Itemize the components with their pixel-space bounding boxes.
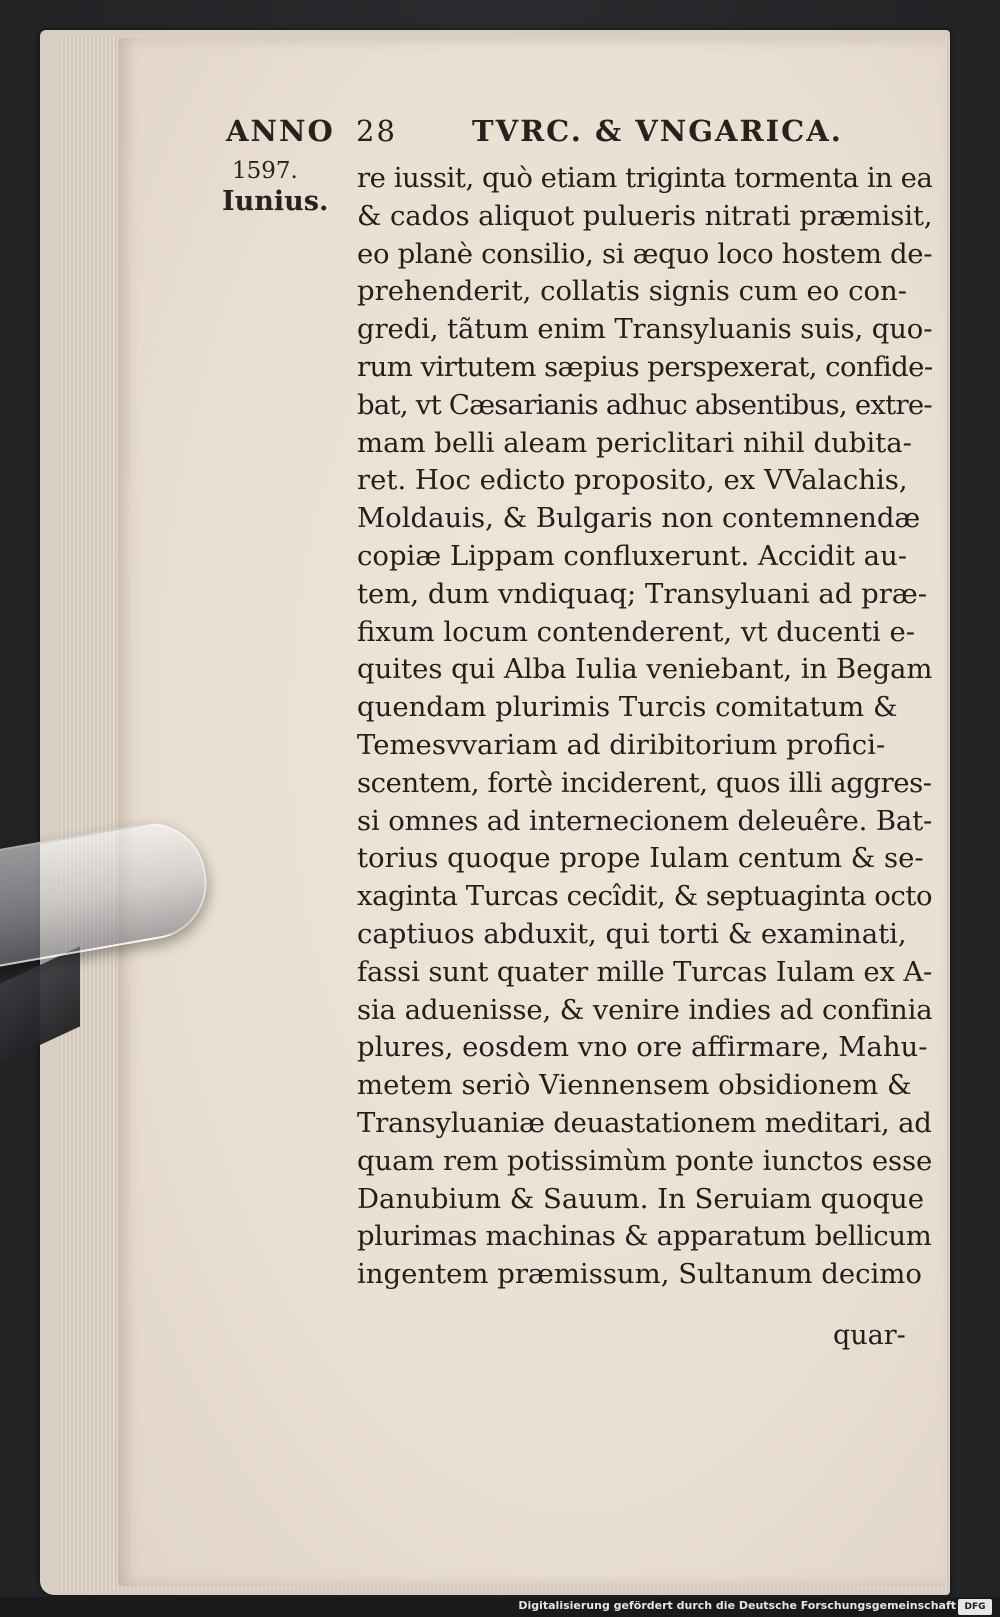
marginal-year: 1597. — [232, 158, 298, 184]
text-line: plurimas machinas & apparatum bellicum — [357, 1220, 932, 1253]
text-line: ingentem præmissum, Sultanum decimo — [357, 1258, 922, 1291]
text-line: gredi, tãtum enim Transyluanis suis, quo- — [357, 313, 933, 346]
marginal-month: Iunius. — [222, 186, 329, 217]
text-line: quites qui Alba Iulia veniebant, in Begam — [357, 653, 933, 686]
text-line: mam belli aleam periclitari nihil dubita- — [357, 426, 912, 459]
text-line: fassi sunt quater mille Turcas Iulam ex A- — [357, 955, 933, 988]
body-text — [357, 160, 932, 1294]
text-line: rum virtutem sæpius perspexerat, confide- — [357, 350, 933, 383]
text-line: sia aduenisse, & venire indies ad confinia — [357, 993, 933, 1026]
text-line: Temesvvariam ad diribitorium profici- — [357, 728, 886, 761]
text-line: eo planè consilio, si æquo loco hostem de- — [357, 237, 933, 270]
text-line: Moldauis, & Bulgaris non contemnendæ — [357, 502, 921, 535]
running-head-title: TVRC. & VNGARICA. — [472, 114, 843, 148]
text-line: re iussit, quò etiam triginta tormenta in ea — [357, 162, 933, 194]
text-line: si omnes ad internecionem deleuêre. Bat- — [357, 804, 933, 837]
text-line: tem, dum vndiquaq; Transyluani ad præ- — [357, 577, 928, 610]
running-head-anno: ANNO — [226, 114, 335, 148]
text-line: Danubium & Sauum. In Seruiam quoque — [357, 1182, 924, 1215]
text-line: quam rem potissimùm ponte iunctos esse — [357, 1144, 933, 1177]
text-line: plures, eosdem vno ore affirmare, Mahu- — [357, 1031, 928, 1064]
text-line: quendam plurimis Turcis comitatum & — [357, 691, 898, 724]
text-line: torius quoque prope Iulam centum & se- — [357, 842, 924, 875]
page-number: 28 — [356, 114, 397, 148]
text-line: prehenderit, collatis signis cum eo con- — [357, 275, 908, 308]
text-line: xaginta Turcas cecîdit, & septuaginta octo — [357, 880, 933, 913]
text-line: copiæ Lippam confluxerunt. Accidit au- — [357, 539, 908, 572]
text-line: scentem, fortè inciderent, quos illi aggres- — [357, 766, 932, 799]
text-line: fixum locum contenderent, vt ducenti e- — [357, 615, 916, 648]
dfg-logo: DFG — [958, 1599, 992, 1615]
text-line: metem seriò Viennensem obsidionem & — [357, 1069, 912, 1102]
text-line: Transyluaniæ deuastationem meditari, ad — [357, 1106, 932, 1139]
catchword: quar- — [833, 1320, 906, 1351]
text-line: captiuos abduxit, qui torti & examinati, — [357, 917, 907, 950]
text-line: bat, vt Cæsarianis adhuc absentibus, extre- — [357, 388, 932, 421]
text-line: & cados aliquot pulueris nitrati præmisit, — [357, 199, 933, 232]
funding-credit: Digitalisierung gefördert durch die Deutsche Forschungsgemeinschaft — [518, 1599, 956, 1612]
text-line: ret. Hoc edicto proposito, ex VValachis, — [357, 464, 908, 497]
